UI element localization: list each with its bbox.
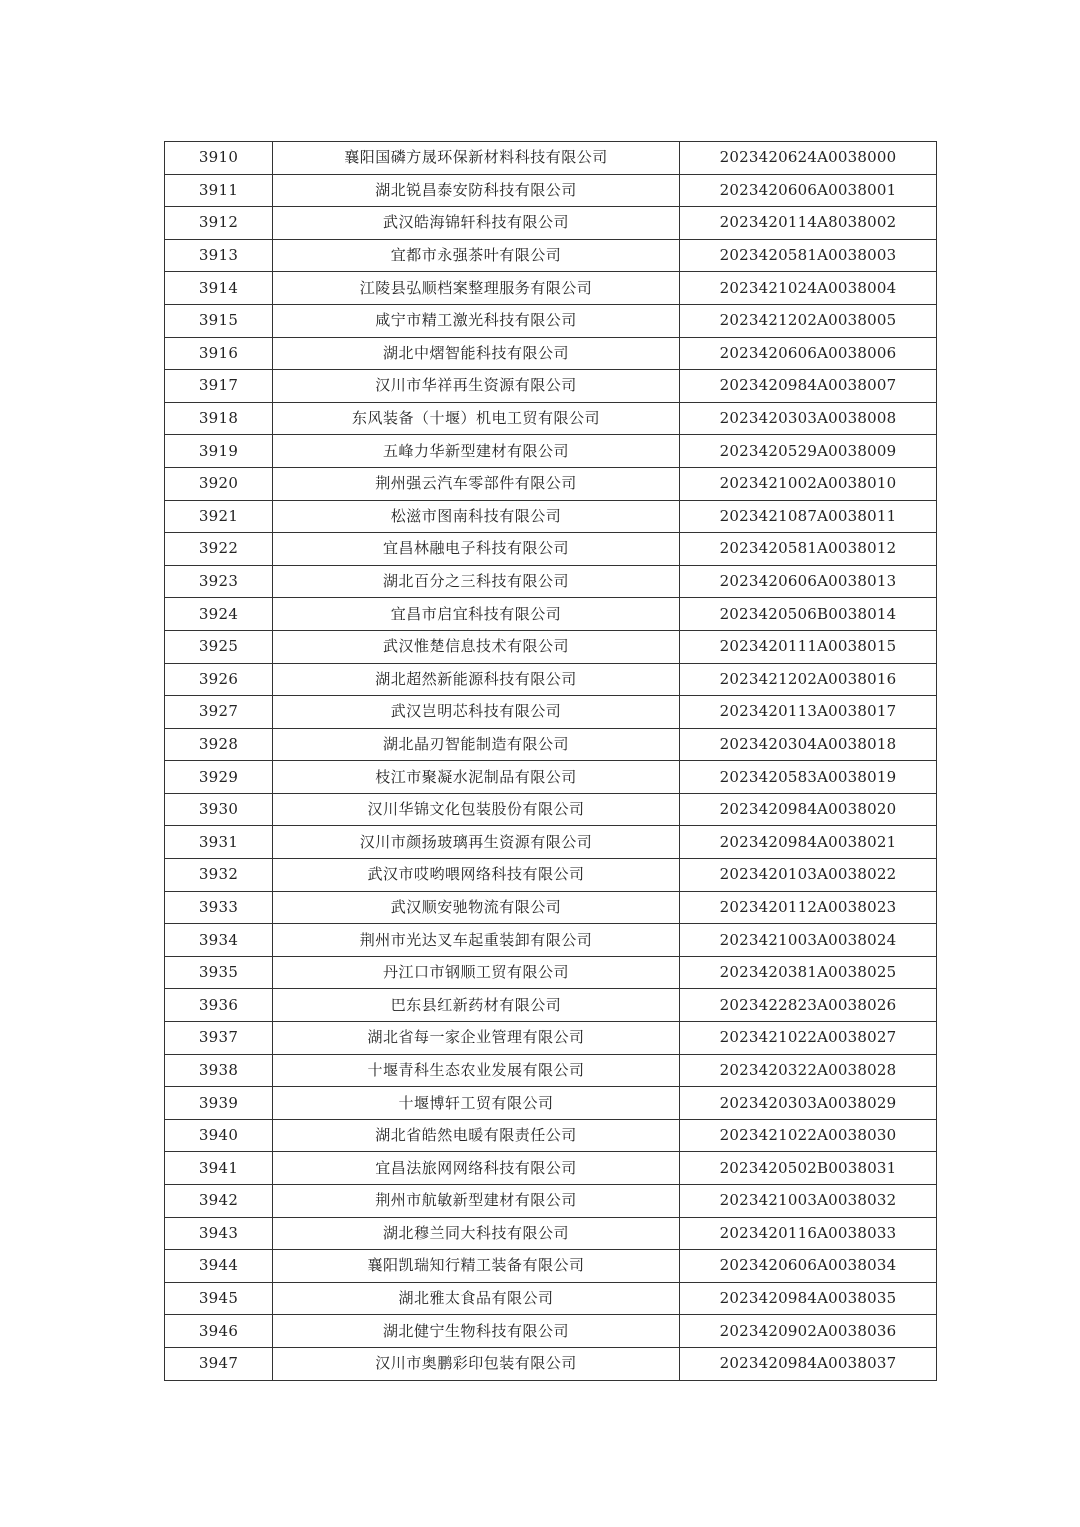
row-number: 3941 <box>165 1152 273 1185</box>
company-name: 武汉岂明芯科技有限公司 <box>273 696 680 729</box>
company-name: 荆州市光达叉车起重装卸有限公司 <box>273 924 680 957</box>
company-name: 咸宁市精工激光科技有限公司 <box>273 304 680 337</box>
row-number: 3925 <box>165 630 273 663</box>
row-number: 3922 <box>165 533 273 566</box>
company-name: 湖北健宁生物科技有限公司 <box>273 1315 680 1348</box>
table-row <box>165 1087 937 1120</box>
company-name: 五峰力华新型建材有限公司 <box>273 435 680 468</box>
registration-code: 2023420381A0038025 <box>680 956 937 989</box>
row-number: 3926 <box>165 663 273 696</box>
row-number: 3932 <box>165 859 273 892</box>
registration-code: 2023420304A0038018 <box>680 728 937 761</box>
company-name: 荆州市航敏新型建材有限公司 <box>273 1185 680 1218</box>
table-row <box>165 174 937 207</box>
registration-code: 2023420322A0038028 <box>680 1054 937 1087</box>
company-name: 武汉皓海锦轩科技有限公司 <box>273 207 680 240</box>
registration-code: 2023420606A0038013 <box>680 565 937 598</box>
table-row <box>165 1119 937 1152</box>
table-row <box>165 239 937 272</box>
row-number: 3927 <box>165 696 273 729</box>
row-number: 3923 <box>165 565 273 598</box>
registration-code: 2023420116A0038033 <box>680 1217 937 1250</box>
table-row <box>165 142 937 175</box>
registration-code: 2023420114A8038002 <box>680 207 937 240</box>
table-row <box>165 859 937 892</box>
company-name: 湖北省皓然电暖有限责任公司 <box>273 1119 680 1152</box>
row-number: 3918 <box>165 402 273 435</box>
row-number: 3940 <box>165 1119 273 1152</box>
registration-code: 2023420606A0038006 <box>680 337 937 370</box>
table-row <box>165 956 937 989</box>
company-name: 湖北省每一家企业管理有限公司 <box>273 1022 680 1055</box>
registration-code: 2023420606A0038034 <box>680 1250 937 1283</box>
table-row <box>165 1250 937 1283</box>
row-number: 3917 <box>165 370 273 403</box>
row-number: 3936 <box>165 989 273 1022</box>
table-row <box>165 500 937 533</box>
row-number: 3915 <box>165 304 273 337</box>
registration-code: 2023420984A0038007 <box>680 370 937 403</box>
registration-code: 2023421202A0038005 <box>680 304 937 337</box>
table-row <box>165 304 937 337</box>
company-name: 襄阳凯瑞知行精工装备有限公司 <box>273 1250 680 1283</box>
registration-code: 2023420113A0038017 <box>680 696 937 729</box>
row-number: 3930 <box>165 793 273 826</box>
table-row <box>165 207 937 240</box>
company-name: 巴东县红新药材有限公司 <box>273 989 680 1022</box>
row-number: 3914 <box>165 272 273 305</box>
registration-code: 2023420303A0038008 <box>680 402 937 435</box>
table-row <box>165 370 937 403</box>
company-list-table <box>164 141 937 1381</box>
row-number: 3912 <box>165 207 273 240</box>
company-name: 湖北雅太食品有限公司 <box>273 1282 680 1315</box>
registration-code: 2023421003A0038024 <box>680 924 937 957</box>
company-name: 十堰博轩工贸有限公司 <box>273 1087 680 1120</box>
row-number: 3947 <box>165 1347 273 1380</box>
table-row <box>165 793 937 826</box>
registration-code: 2023420984A0038021 <box>680 826 937 859</box>
table-row <box>165 565 937 598</box>
company-name: 汉川市华祥再生资源有限公司 <box>273 370 680 403</box>
table-row <box>165 1217 937 1250</box>
registration-code: 2023421022A0038027 <box>680 1022 937 1055</box>
company-name: 汉川市奥鹏彩印包装有限公司 <box>273 1347 680 1380</box>
registration-code: 2023420984A0038020 <box>680 793 937 826</box>
row-number: 3921 <box>165 500 273 533</box>
registration-code: 2023420902A0038036 <box>680 1315 937 1348</box>
company-name: 武汉顺安驰物流有限公司 <box>273 891 680 924</box>
registration-code: 2023421202A0038016 <box>680 663 937 696</box>
table-row <box>165 1054 937 1087</box>
table-row <box>165 696 937 729</box>
company-name: 湖北锐昌泰安防科技有限公司 <box>273 174 680 207</box>
table-row <box>165 402 937 435</box>
row-number: 3935 <box>165 956 273 989</box>
row-number: 3942 <box>165 1185 273 1218</box>
row-number: 3924 <box>165 598 273 631</box>
company-name: 东风装备（十堰）机电工贸有限公司 <box>273 402 680 435</box>
table-row <box>165 630 937 663</box>
row-number: 3946 <box>165 1315 273 1348</box>
registration-code: 2023420502B0038031 <box>680 1152 937 1185</box>
table-row <box>165 989 937 1022</box>
row-number: 3933 <box>165 891 273 924</box>
table-row <box>165 272 937 305</box>
row-number: 3931 <box>165 826 273 859</box>
company-name: 宜昌市启宜科技有限公司 <box>273 598 680 631</box>
registration-code: 2023420624A0038000 <box>680 142 937 175</box>
table-row <box>165 1282 937 1315</box>
company-name: 湖北中熠智能科技有限公司 <box>273 337 680 370</box>
registration-code: 2023421024A0038004 <box>680 272 937 305</box>
registration-code: 2023421003A0038032 <box>680 1185 937 1218</box>
row-number: 3937 <box>165 1022 273 1055</box>
company-name: 湖北穆兰同大科技有限公司 <box>273 1217 680 1250</box>
company-name: 襄阳国磷方晟环保新材料科技有限公司 <box>273 142 680 175</box>
table-body <box>165 142 937 1381</box>
row-number: 3945 <box>165 1282 273 1315</box>
table-row <box>165 598 937 631</box>
company-name: 丹江口市钢顺工贸有限公司 <box>273 956 680 989</box>
registration-code: 2023420506B0038014 <box>680 598 937 631</box>
registration-code: 2023420581A0038012 <box>680 533 937 566</box>
row-number: 3934 <box>165 924 273 957</box>
table-row <box>165 1152 937 1185</box>
registration-code: 2023420984A0038037 <box>680 1347 937 1380</box>
table-row <box>165 435 937 468</box>
registration-code: 2023420303A0038029 <box>680 1087 937 1120</box>
table-row <box>165 891 937 924</box>
company-name: 十堰青科生态农业发展有限公司 <box>273 1054 680 1087</box>
row-number: 3919 <box>165 435 273 468</box>
table-row <box>165 826 937 859</box>
registration-code: 2023420583A0038019 <box>680 761 937 794</box>
row-number: 3911 <box>165 174 273 207</box>
company-name: 武汉市哎哟喂网络科技有限公司 <box>273 859 680 892</box>
registration-code: 2023420103A0038022 <box>680 859 937 892</box>
company-name: 汉川市颜扬玻璃再生资源有限公司 <box>273 826 680 859</box>
registration-code: 2023420111A0038015 <box>680 630 937 663</box>
company-name: 枝江市聚凝水泥制品有限公司 <box>273 761 680 794</box>
row-number: 3916 <box>165 337 273 370</box>
registration-code: 2023420112A0038023 <box>680 891 937 924</box>
company-name: 松滋市图南科技有限公司 <box>273 500 680 533</box>
company-name: 江陵县弘顺档案整理服务有限公司 <box>273 272 680 305</box>
company-name: 荆州强云汽车零部件有限公司 <box>273 467 680 500</box>
row-number: 3928 <box>165 728 273 761</box>
company-name: 宜昌法旅网网络科技有限公司 <box>273 1152 680 1185</box>
row-number: 3920 <box>165 467 273 500</box>
row-number: 3929 <box>165 761 273 794</box>
registration-code: 2023420581A0038003 <box>680 239 937 272</box>
company-name: 湖北超然新能源科技有限公司 <box>273 663 680 696</box>
registration-code: 2023421002A0038010 <box>680 467 937 500</box>
table-row <box>165 728 937 761</box>
row-number: 3910 <box>165 142 273 175</box>
table-row <box>165 761 937 794</box>
registration-code: 2023420984A0038035 <box>680 1282 937 1315</box>
row-number: 3943 <box>165 1217 273 1250</box>
registration-code: 2023421022A0038030 <box>680 1119 937 1152</box>
company-name: 武汉惟楚信息技术有限公司 <box>273 630 680 663</box>
company-name: 湖北百分之三科技有限公司 <box>273 565 680 598</box>
row-number: 3938 <box>165 1054 273 1087</box>
registration-code: 2023422823A0038026 <box>680 989 937 1022</box>
registration-code: 2023421087A0038011 <box>680 500 937 533</box>
table-row <box>165 663 937 696</box>
company-name: 宜昌林融电子科技有限公司 <box>273 533 680 566</box>
company-name: 汉川华锦文化包装股份有限公司 <box>273 793 680 826</box>
company-name: 湖北晶刃智能制造有限公司 <box>273 728 680 761</box>
registration-code: 2023420606A0038001 <box>680 174 937 207</box>
table-row <box>165 1315 937 1348</box>
table-row <box>165 1022 937 1055</box>
table-row <box>165 533 937 566</box>
row-number: 3939 <box>165 1087 273 1120</box>
table-row <box>165 924 937 957</box>
registration-code: 2023420529A0038009 <box>680 435 937 468</box>
table-row <box>165 1185 937 1218</box>
table-row <box>165 337 937 370</box>
table-row <box>165 467 937 500</box>
table-row <box>165 1347 937 1380</box>
company-name: 宜都市永强茶叶有限公司 <box>273 239 680 272</box>
row-number: 3944 <box>165 1250 273 1283</box>
row-number: 3913 <box>165 239 273 272</box>
